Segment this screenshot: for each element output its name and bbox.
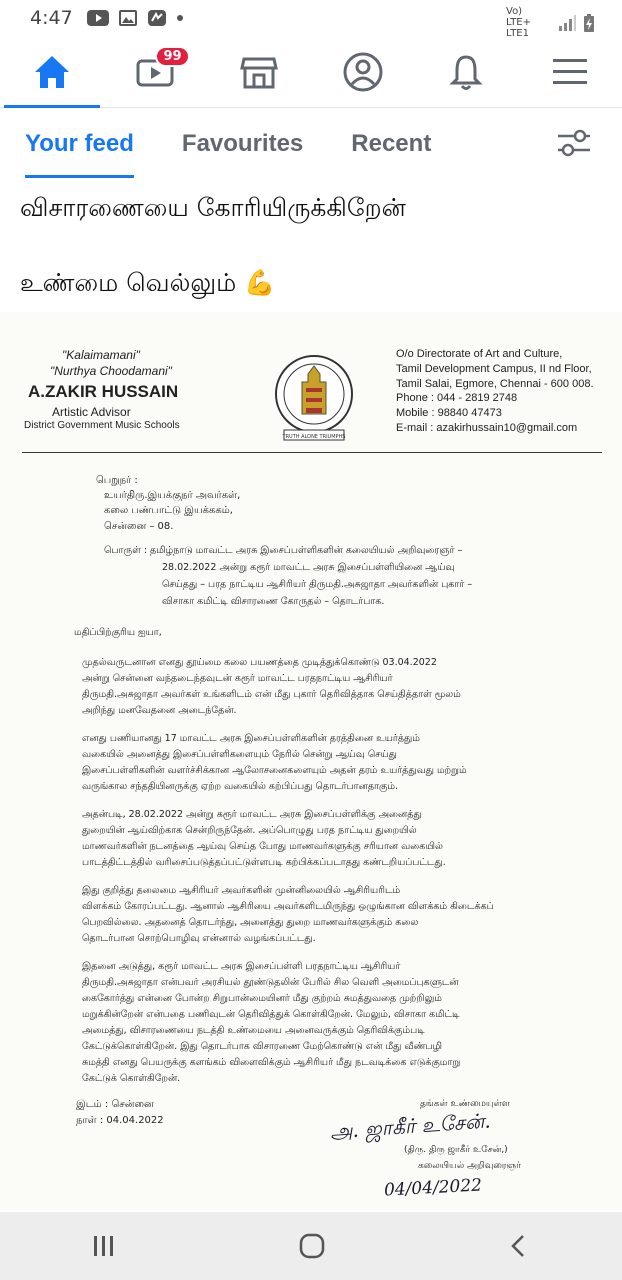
handwritten-date: 04/04/2022 xyxy=(383,1175,483,1201)
para4-line3: பெறவில்லை. அதனைத் தொடர்ந்து, அனைத்து துறை மாணவர்களுக்கும் கலை xyxy=(82,917,419,928)
para5-line3: கைகோர்த்து என்னை போன்ற சிறுபான்மையினர் மீது குற்றம் சுமத்துவதை முற்றிலும் xyxy=(82,993,442,1004)
para1-line4: அறிந்து மனவேதனை அடைந்தேன். xyxy=(82,705,237,716)
carrier-label: Vo) LTE+ LTE1 xyxy=(506,6,531,39)
nav-menu[interactable] xyxy=(540,42,600,102)
email: E-mail : azakirhussain10@gmail.com xyxy=(396,422,578,434)
para5-line5: அமைத்து, விசாரணையை நடத்தி உண்மையை அனைவருக்கும் தெரிவிக்கும்படி xyxy=(82,1025,425,1036)
para5-line1: இதனை அடுத்து, கரூர் மாவட்ட அரசு இசைப்பள்ளி பரதநாட்டிய ஆசிரியர் xyxy=(82,961,401,972)
feed-tabs xyxy=(0,110,622,178)
gallery-icon xyxy=(119,10,137,26)
nav-watch[interactable] xyxy=(125,42,185,102)
para2-line2: வகையில் அனைத்து இசைப்பள்ளிகளையும் நேரில் சென்று ஆய்வு செய்து xyxy=(82,749,397,760)
notification-badge: 99 xyxy=(155,46,189,67)
sender-org: District Government Music Schools xyxy=(24,420,180,431)
title-kalaimamani: "Kalaimamani" xyxy=(62,348,140,362)
para3-line3: மாணவர்களின் நடனத்தை ஆய்வு செய்த போது மாணவர்களுக்கு சரியான வகையில் xyxy=(82,841,443,852)
signatory-name: (திரு. திரு ஜாகீர் உசேன்,) xyxy=(404,1145,508,1155)
tab-your-feed[interactable]: Your feed xyxy=(25,110,134,178)
store-icon xyxy=(240,55,278,89)
home-button-icon[interactable] xyxy=(298,1232,326,1260)
letterhead-divider xyxy=(22,452,602,453)
app-icon xyxy=(147,9,167,27)
subject-line-3: செய்தது – பரத நாட்டிய ஆசிரியர் திருமதி.அசுஜாதா அவர்களின் புகார் – xyxy=(162,579,473,590)
para5-line6: கேட்டுக்கொள்கிறேன். இது தொடர்பாக விசாரணை மேற்கொண்டு என் மீது வீண்பழி xyxy=(82,1041,442,1052)
top-navigation xyxy=(0,36,622,108)
profile-icon xyxy=(343,52,383,92)
para4-line2: விளக்கம் கோரப்பட்டது. ஆனால் ஆசிரியை அவர்களிடமிருந்து ஒழுங்கான விளக்கம் கிடைக்கப் xyxy=(82,901,494,912)
address-line-2: Tamil Development Campus, II nd Floor, xyxy=(396,363,592,375)
para4-line1: இது குறித்து தலைமை ஆசிரியர் அவர்களின் முன்னிலையில் ஆசிரியரிடம் xyxy=(82,885,401,896)
back-icon[interactable] xyxy=(507,1232,531,1260)
recipient-label: பெறுநர் : xyxy=(96,475,138,486)
para2-line1: எனது பணியானது 17 மாவட்ட அரசு இசைப்பள்ளிகளின் தரத்தினை உயர்த்தும் xyxy=(82,733,420,744)
post-text-line-1: விசாரணையை கோரியிருக்கிறேன் xyxy=(20,193,406,222)
youtube-icon xyxy=(87,10,109,26)
sender-name: A.ZAKIR HUSSAIN xyxy=(28,382,179,401)
para2-line4: வருங்கால சந்ததியினருக்கு ஏற்ற வகையில் கற்பிப்பது தொடர்பானதாகும். xyxy=(82,781,399,792)
tab-recent[interactable]: Recent xyxy=(351,130,432,157)
para3-line2: துறையின் ஆய்விற்காக சென்றிருந்தேன். அப்பொழுது பரத நாட்டிய துறையில் xyxy=(82,825,417,836)
para1-line3: திருமதி.அசுஜாதா அவர்கள் உங்களிடம் என் மீது புகார் தெரிவித்தாக செய்தித்தாள் மூலம் xyxy=(82,689,461,700)
para3-line1: அதன்படி, 28.02.2022 அன்று கரூர் மாவட்ட அரசு இசைப்பள்ளிக்கு அனைத்து xyxy=(82,809,422,820)
address-line-3: Tamil Salai, Egmore, Chennai - 600 008. xyxy=(396,378,594,390)
para5-line4: மறுக்கின்றேன் என்பதை பணிவுடன் தெரிவித்துக் கொள்கிறேன். மேலும், விசாகா கமிட்டி xyxy=(82,1009,460,1020)
greeting: மதிப்பிற்குரிய ஐயா, xyxy=(74,627,162,638)
nav-notifications[interactable] xyxy=(436,42,496,102)
status-bar xyxy=(0,0,622,39)
closing: தங்கள் உண்மையுள்ள xyxy=(420,1099,510,1109)
title-nurthya: "Nurthya Choodamani" xyxy=(50,364,172,378)
svg-text:TRUTH ALONE TRIUMPHS: TRUTH ALONE TRIUMPHS xyxy=(282,434,346,440)
filter-sliders-icon xyxy=(556,128,592,158)
mobile: Mobile : 98840 47473 xyxy=(396,407,502,419)
system-navigation-bar xyxy=(0,1212,622,1280)
sender-role: Artistic Advisor xyxy=(52,405,131,419)
feed-filter-button[interactable] xyxy=(556,128,592,162)
para4-line4: தொடர்பான சொற்பொழிவு என்னால் வழங்கப்பட்டது. xyxy=(82,933,316,944)
subject-line-4: விசாகா கமிட்டி விசாரணை கோருதல் – தொடர்பாக. xyxy=(162,596,385,607)
nav-home[interactable] xyxy=(22,42,82,102)
address-line-1: O/o Directorate of Art and Culture, xyxy=(396,348,563,360)
recent-apps-icon[interactable] xyxy=(91,1233,117,1259)
battery-charging-icon xyxy=(584,14,594,32)
para5-line2: திருமதி.அசுஜாதா என்பவர் அரசியல் தூண்டுதலின் பேரில் சில வெளி அமைப்புகளுடன் xyxy=(82,977,459,988)
post-image-letter[interactable] xyxy=(0,312,622,1210)
para1-line2: அன்று சென்னை வந்தடைந்தவுடன் கரூர் மாவட்ட பரதநாட்டிய ஆசிரியர் xyxy=(82,673,393,684)
status-time: 4:47 xyxy=(30,7,73,29)
nav-marketplace[interactable] xyxy=(229,42,289,102)
status-notification-icons xyxy=(87,9,183,27)
government-seal-icon xyxy=(268,352,360,442)
subject-line-1: பொருள் : தமிழ்நாடு மாவட்ட அரசு இசைப்பள்ளிகளின் கலையியல் அறிவுரைஞர் – xyxy=(104,545,463,556)
para5-line8: கேட்டுக் கொள்கிறேன். xyxy=(82,1073,181,1084)
post-text-line-2: உண்மை வெல்லும் 💪 xyxy=(20,268,276,297)
bell-icon xyxy=(449,53,483,91)
recipient-line-1: உயர்திரு.இயக்குநர் அவர்கள், xyxy=(104,490,241,501)
hamburger-menu-icon xyxy=(553,57,587,87)
nav-profile[interactable] xyxy=(333,42,393,102)
tab-favourites[interactable]: Favourites xyxy=(181,130,304,157)
home-icon xyxy=(33,54,71,90)
para1-line1: முதல்வருடனான எனது தூய்மை கலை பயணத்தை முடித்துக்கொண்டு 03.04.2022 xyxy=(82,657,437,668)
phone: Phone : 044 - 2819 2748 xyxy=(396,392,518,404)
signatory-role: கலையியல் அறிவுரைஞர் xyxy=(418,1161,521,1171)
more-notifications-dot-icon xyxy=(177,15,183,21)
signature: அ. ஜாகீர் உசேன். xyxy=(329,1108,492,1144)
para3-line4: பாடத்திட்டத்தில் வரிசைப்படுத்தப்பட்டுள்ளபடி கற்பிக்கப்படாதது கண்டறியப்பட்டது. xyxy=(82,857,446,868)
active-nav-indicator xyxy=(4,105,100,108)
date: நாள் : 04.04.2022 xyxy=(76,1115,164,1126)
status-system-icons xyxy=(506,6,594,39)
subject-line-2: 28.02.2022 அன்று கரூர் மாவட்ட அரசு இசைப்பள்ளியினை ஆய்வு xyxy=(162,562,455,573)
place: இடம் : சென்னை xyxy=(76,1099,154,1110)
para5-line7: சுமத்தி எனது பெயருக்கு களங்கம் விளைவிக்கும் ஆசிரியர் மீது நடவடிக்கை எடுக்குமாறு xyxy=(82,1057,461,1068)
recipient-line-2: கலை பண்பாட்டு இயக்ககம், xyxy=(104,505,233,516)
signal-icon xyxy=(558,15,576,31)
para2-line3: இசைப்பள்ளிகளின் வளர்ச்சிக்கான ஆலோசனைகளையும் அதன் தரம் உயர்த்துவது மற்றும் xyxy=(82,765,467,776)
recipient-line-3: சென்னை – 08. xyxy=(104,521,174,532)
